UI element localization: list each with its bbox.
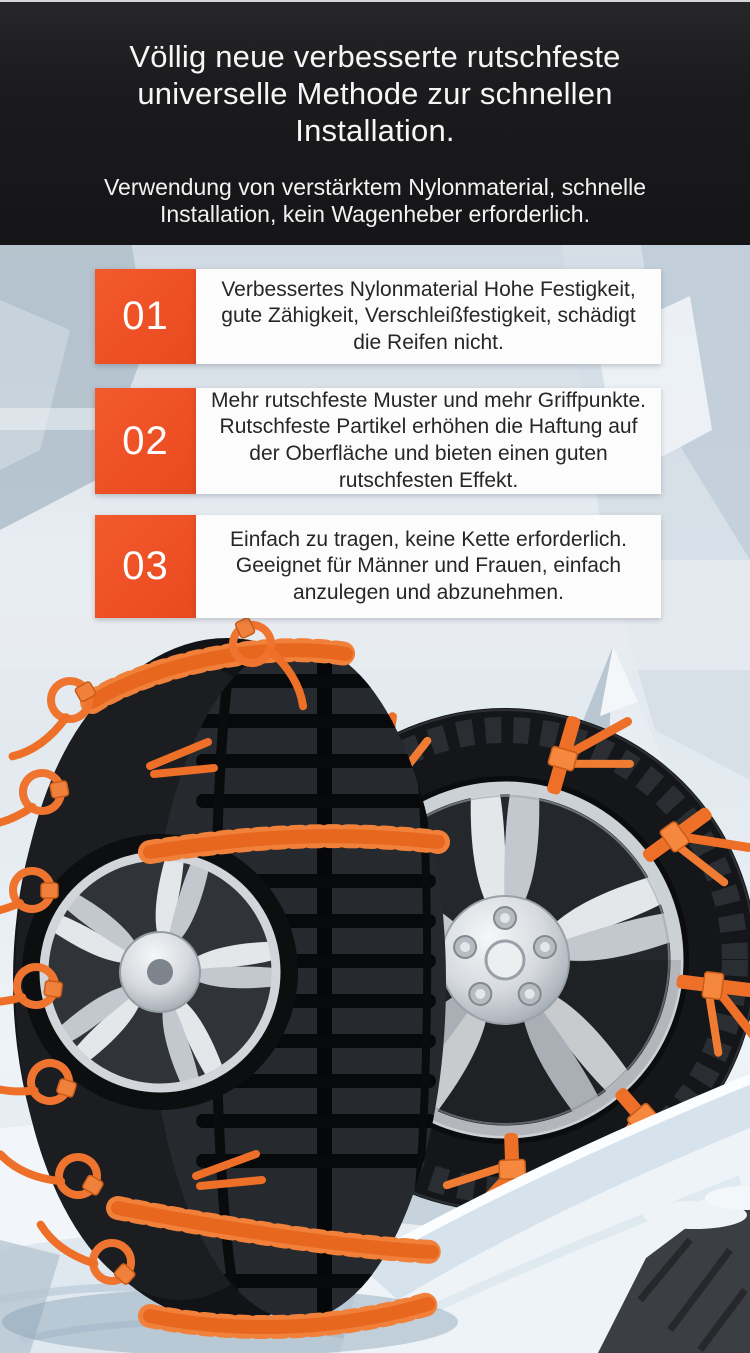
feature-box-2 [196,388,661,494]
feature-box-3 [196,515,661,618]
subtitle-line-1: Verwendung von verstärktem Nylonmaterial, schnelle [103,174,647,200]
step-number-badge-1: 01 [95,269,196,364]
feature-text-1: Verbessertes Nylonmaterial Hohe Festigkeit, gute Zähigkeit, Verschleißfestigkeit, schädigt die Reifen nicht. [221,277,636,354]
feature-row-2 [95,388,661,494]
header-panel [0,0,750,245]
feature-text-2: Mehr rutschfeste Muster und mehr Griffpunkte. Rutschfeste Partikel erhöhen die Haftung auf der Oberfläche und bieten einen guten rutschfesten Effekt. [211,388,646,492]
step-number-badge-3: 03 [95,515,196,618]
title-line-2: universelle Methode zur schnellen [137,76,613,111]
feature-text-3: Einfach zu tragen, keine Kette erforderlich. Geeignet für Männer und Frauen, einfach anzulegen und abzunehmen. [230,527,627,604]
top-border-line [0,0,750,2]
page-subtitle [0,174,750,228]
feature-box-1 [196,269,661,364]
feature-row-1 [95,269,661,364]
title-line-1: Völlig neue verbesserte rutschfeste [129,39,621,74]
subtitle-line-2: Installation, kein Wagenheber erforderlich. [160,201,590,227]
step-number-badge-2: 02 [95,388,196,494]
title-line-3: Installation. [295,113,455,148]
feature-row-3 [95,515,661,618]
page-title [0,0,750,149]
